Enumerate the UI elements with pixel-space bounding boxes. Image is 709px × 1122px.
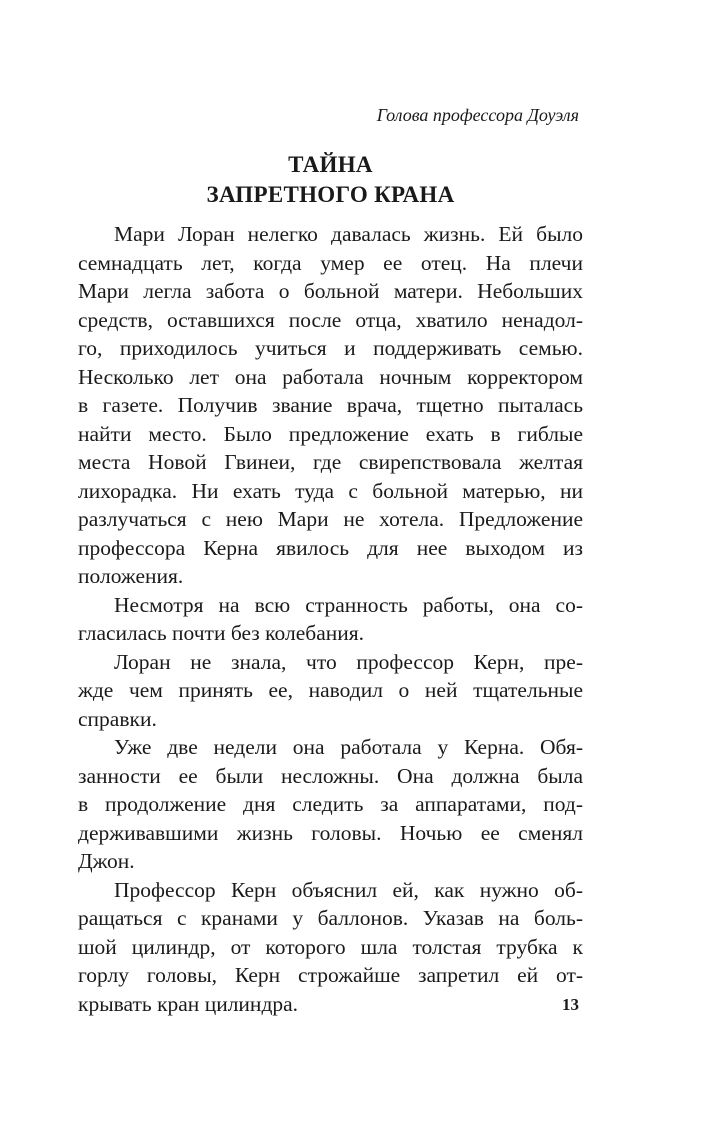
text-line: гласилась почти без колебания.: [78, 621, 365, 645]
text-line: горлу головы, Керн строжайше запретил ей от-: [78, 963, 583, 987]
chapter-title-line-1: ТАЙНА: [288, 152, 373, 177]
text-line: в газете. Получив звание врача, тщетно пыталась: [78, 393, 583, 417]
page-number: 13: [562, 995, 579, 1014]
chapter-title: [78, 150, 583, 210]
text-line: Мари Лоран нелегко давалась жизнь. Ей было: [114, 222, 583, 246]
paragraph: [78, 220, 583, 591]
paragraph: [78, 648, 583, 734]
text-line: разлучаться с нею Мари не хотела. Предложение: [78, 507, 583, 531]
text-line: Профессор Керн объяснил ей, как нужно об-: [114, 877, 583, 902]
paragraph: [78, 876, 583, 1019]
text-line: в продолжение дня следить за аппаратами, под-: [78, 792, 583, 816]
text-line: шой цилиндр, от которого шла толстая трубка к: [78, 934, 583, 959]
text-line: положения.: [78, 564, 184, 588]
text-line: Джон.: [78, 849, 135, 873]
text-line: го, приходилось учиться и поддерживать семью.: [78, 336, 583, 360]
text-line: Несколько лет она работала ночным корректором: [78, 364, 583, 389]
text-line: ращаться с кранами у баллонов. Указав на боль-: [78, 906, 583, 930]
text-line: Мари легла забота о больной матери. Небольших: [78, 279, 583, 303]
text-line: Уже две недели она работала у Керна. Обя-: [114, 735, 583, 759]
text-line: места Новой Гвинеи, где свирепствовала желтая: [78, 450, 583, 474]
text-line: найти место. Было предложение ехать в гиблые: [78, 421, 583, 446]
text-line: занности ее были несложны. Она должна была: [78, 763, 583, 788]
running-head: Голова профессора Доуэля: [376, 105, 579, 125]
text-line: средств, оставшихся после отца, хватило ненадол-: [78, 307, 583, 332]
text-line: семнадцать лет, когда умер ее отец. На плечи: [78, 250, 583, 275]
body-text: [78, 220, 583, 1018]
text-line: крывать кран цилиндра.: [78, 991, 299, 1016]
text-line: жде чем принять ее, наводил о ней тщательные: [78, 678, 583, 702]
text-line: справки.: [78, 706, 157, 731]
text-line: держивавшими жизнь головы. Ночью ее сменял: [78, 820, 583, 845]
chapter-title-line-2: ЗАПРЕТНОГО КРАНА: [206, 182, 455, 207]
paragraph: [78, 733, 583, 876]
text-line: Лоран не знала, что профессор Керн, пре-: [114, 649, 583, 674]
text-line: лихорадка. Ни ехать туда с больной матерью, ни: [78, 478, 583, 503]
text-line: профессора Керна явилось для нее выходом из: [78, 535, 583, 560]
text-line: Несмотря на всю странность работы, она со-: [114, 592, 583, 617]
paragraph: [78, 591, 583, 648]
